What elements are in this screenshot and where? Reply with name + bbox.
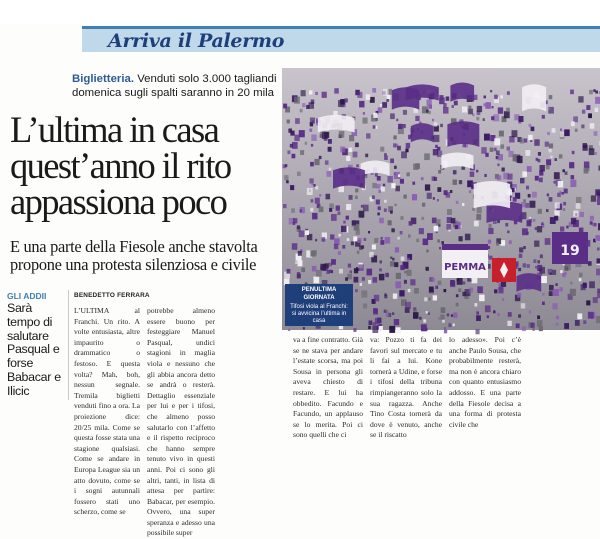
photo-caption bbox=[285, 284, 353, 326]
banner-text-number: 19 bbox=[560, 243, 579, 259]
subheadline bbox=[72, 72, 278, 100]
body-column-4: va a fine contratto. Già se ne stava per andare l’estate scorsa, ma poi Sousa in persona gli aveva chiesto di restare. E lui ha obbedito. Facundo e Facundo, un applauso se lo merita. Poi ci sono quelli che ci bbox=[293, 335, 363, 400]
body-column-5: va: Pozzo ti fa dei favori sul mercato e tu li fai a lui. Kone tornerà a Udine, e forse i tifosi della tribuna rimpiangeranno solo la sua ragazza. Anche Tino Costa tornerà da dove è venuto, anche se il riscatto bbox=[370, 335, 442, 400]
banner-number bbox=[552, 232, 588, 264]
sidebar-text: Sarà tempo di salutare Pasqual e forse Babacar e Ilicic bbox=[7, 302, 67, 399]
body-column-2: potrebbe almeno essere buono per festeggiare Manuel Pasqual, undici stagioni in maglia viola e nessuno che gli abbia ancora detto se andrà o resterà. Dettaglio essenziale per lui e per i tifosi, che almeno posso salutarlo con l’affetto e il rispetto reciproco che hanno sempre tenuto vivo in questi anni. Poi ci sono gli altri, tanti, in lista di attesa per partire: Babacar, per esempio. Ovvero, una super speranza e adesso una possibile super bbox=[147, 306, 215, 400]
byline: BENEDETTO FERRARA bbox=[74, 292, 150, 299]
article-headline: L’ultima in casa quest’anno il rito appassiona poco bbox=[10, 112, 282, 220]
section-kicker-bar bbox=[82, 26, 600, 52]
banner-pemma bbox=[442, 244, 488, 278]
subheadline-lead: Biglietteria. bbox=[72, 73, 134, 85]
photo-caption-text: Tifosi viola al Franchi: si avvicina l’ultima in casa bbox=[289, 304, 349, 326]
fiorentina-crest-icon bbox=[492, 258, 516, 282]
page-top-margin bbox=[0, 0, 600, 24]
sidebar-title: GLI ADDII bbox=[7, 291, 46, 301]
photo-caption-title: PENULTIMA GIORNATA bbox=[289, 287, 349, 302]
section-kicker: Arriva il Palermo bbox=[108, 30, 284, 52]
body-column-1: L’ULTIMA al Franchi. Un rito. A volte entusiasta, altre impaurito o drammatico o festoso. E questa volta? Mah, boh, nessun segnale. Tremila biglietti venduti fino a ora. La proiezione dice: 20/25 mila. Come se questa fosse stata una stagione qualsiasi. Come se andare in Europa League sia un atto dovuto, come se i sogni autunnali fossero stati uno scherzo, come se bbox=[74, 306, 140, 400]
article-deck: E una parte della Fiesole anche stavolta propone una protesta silenziosa e civile bbox=[10, 238, 282, 274]
body-column-6: lo adesso». Poi c’è anche Paulo Sousa, che probabilmente resterà, ma non è ancora chiaro con quanto entusiasmo addosso. E una parte della Fiesole decisa a una forma di protesta civile che bbox=[449, 335, 521, 400]
subheadline-text: Venduti solo 3.000 tagliandi domenica sugli spalti saranno in 20 mila bbox=[72, 73, 277, 99]
banner-text-pemma: PEMMA bbox=[444, 262, 486, 273]
body-column-7 bbox=[528, 335, 598, 400]
column-divider bbox=[68, 290, 69, 400]
body-column-3 bbox=[220, 287, 286, 400]
